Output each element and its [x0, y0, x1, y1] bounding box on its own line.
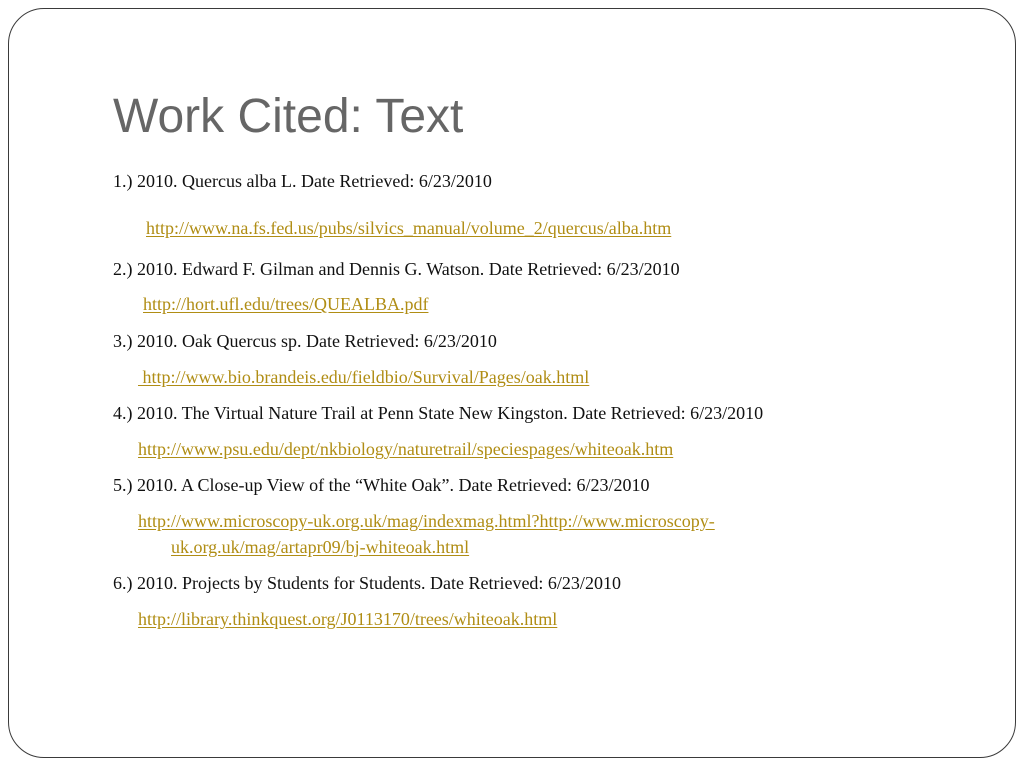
citation-4-link[interactable]: http://www.psu.edu/dept/nkbiology/naturetrail/speciespages/whiteoak.htm [138, 439, 674, 459]
citation-2-link[interactable]: http://hort.ufl.edu/trees/QUEALBA.pdf [143, 294, 429, 314]
citation-1-text: 1.) 2010. Quercus alba L. Date Retrieved: 6/23/2010 [113, 171, 492, 191]
citation-6-link[interactable]: http://library.thinkquest.org/J0113170/trees/whiteoak.html [138, 609, 558, 629]
citation-5-text: 5.) 2010. A Close-up View of the “White Oak”. Date Retrieved: 6/23/2010 [113, 475, 650, 495]
citation-5-link-line-1[interactable]: http://www.microscopy-uk.org.uk/mag/indexmag.html?http://www.microscopy- [138, 511, 715, 531]
citation-2-text: 2.) 2010. Edward F. Gilman and Dennis G. Watson. Date Retrieved: 6/23/2010 [113, 259, 680, 279]
citation-3-text: 3.) 2010. Oak Quercus sp. Date Retrieved: 6/23/2010 [113, 331, 497, 351]
citation-5-link-line-2[interactable]: uk.org.uk/mag/artapr09/bj-whiteoak.html [171, 537, 470, 557]
slide-title: Work Cited: Text [113, 90, 464, 143]
citation-4-text: 4.) 2010. The Virtual Nature Trail at Penn State New Kingston. Date Retrieved: 6/23/2010 [113, 403, 764, 423]
citation-1-link[interactable]: http://www.na.fs.fed.us/pubs/silvics_manual/volume_2/quercus/alba.htm [146, 218, 672, 238]
citation-6-text: 6.) 2010. Projects by Students for Students. Date Retrieved: 6/23/2010 [113, 573, 621, 593]
citation-3-link[interactable]: http://www.bio.brandeis.edu/fieldbio/Survival/Pages/oak.html [138, 367, 590, 387]
citation-5-link[interactable] [138, 508, 715, 560]
